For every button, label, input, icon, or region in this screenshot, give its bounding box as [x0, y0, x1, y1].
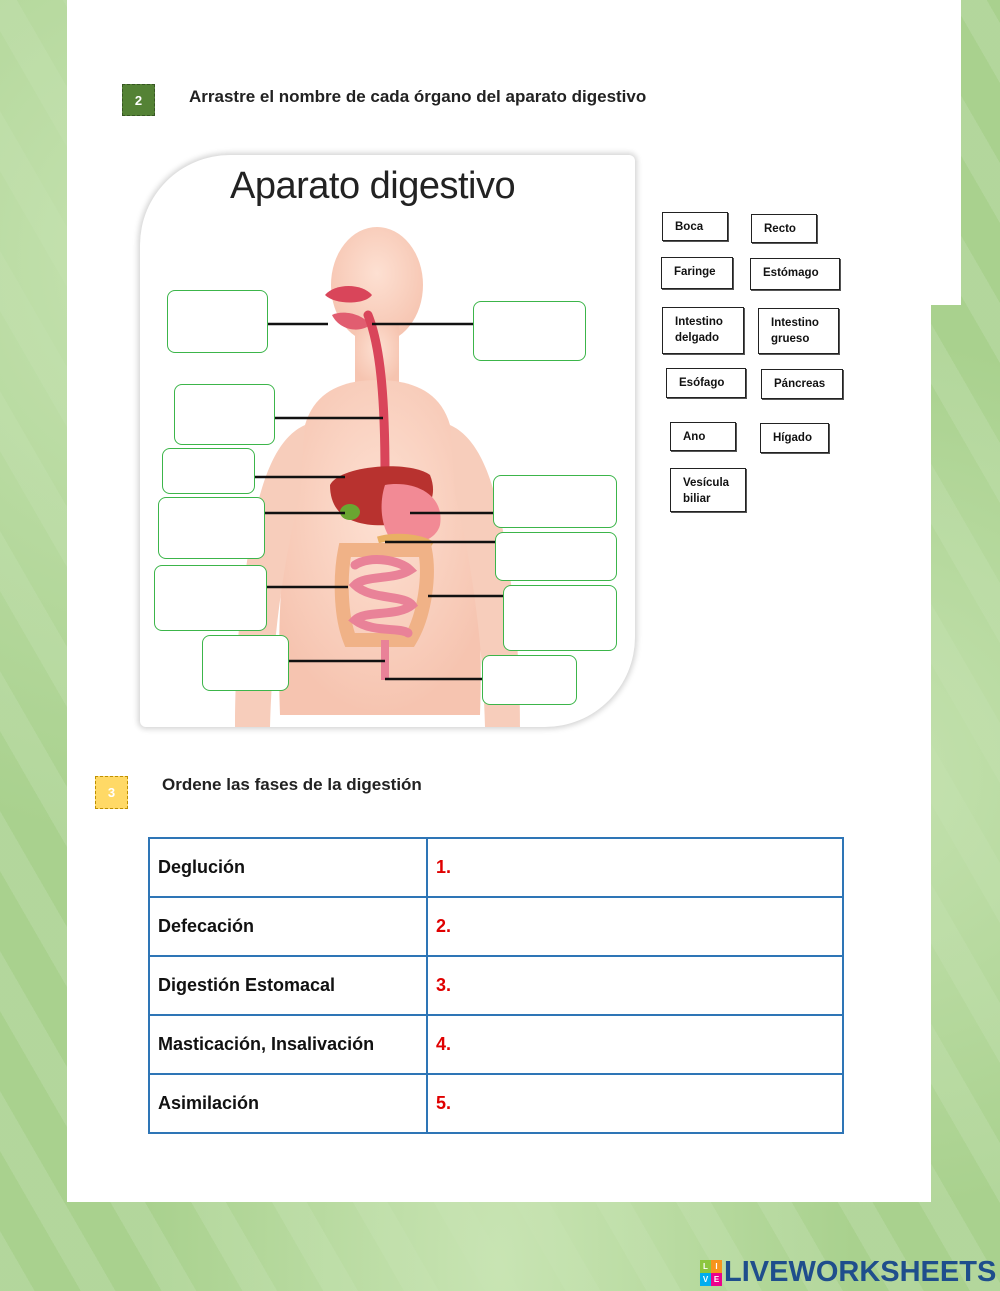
word-card-vesicula-biliar[interactable]: Vesícula biliar — [670, 468, 746, 512]
drop-target-recto[interactable] — [202, 635, 289, 691]
order-slot[interactable]: 5. — [427, 1074, 843, 1133]
digestive-system-figure — [140, 155, 635, 727]
word-card-intestino-grueso[interactable]: Intestino grueso — [758, 308, 839, 354]
logo-letter: I — [711, 1260, 722, 1273]
drop-target-vesicula[interactable] — [158, 497, 265, 559]
section-instruction: Ordene las fases de la digestión — [162, 775, 422, 794]
order-slot[interactable]: 4. — [427, 1015, 843, 1074]
phase-name: Masticación, Insalivación — [149, 1015, 427, 1074]
figure-title: Aparato digestivo — [230, 165, 516, 207]
drop-target-higado[interactable] — [162, 448, 255, 494]
order-slot[interactable]: 1. — [427, 838, 843, 897]
drop-target-intestino-delgado[interactable] — [503, 585, 617, 651]
digestion-phases-table — [148, 837, 844, 1134]
logo-letter: V — [700, 1273, 711, 1286]
table-row — [149, 897, 843, 956]
phase-name: Deglución — [149, 838, 427, 897]
drop-target-esofago[interactable] — [174, 384, 275, 445]
drop-target-faringe[interactable] — [473, 301, 586, 361]
drop-target-boca[interactable] — [167, 290, 268, 353]
word-card-intestino-delgado[interactable]: Intestino delgado — [662, 307, 744, 354]
word-card-higado[interactable]: Hígado — [760, 423, 829, 453]
section-instruction: Arrastre el nombre de cada órgano del aparato digestivo — [189, 87, 647, 106]
word-card-faringe[interactable]: Faringe — [661, 257, 733, 289]
phase-name: Asimilación — [149, 1074, 427, 1133]
table-row — [149, 1015, 843, 1074]
phase-name: Defecación — [149, 897, 427, 956]
drop-target-ano[interactable] — [482, 655, 577, 705]
section-number-badge: 2 — [122, 84, 155, 116]
drop-target-estomago[interactable] — [493, 475, 617, 528]
brand-name: LIVEWORKSHEETS — [724, 1256, 997, 1288]
word-card-recto[interactable]: Recto — [751, 214, 817, 243]
word-card-esofago[interactable]: Esófago — [666, 368, 746, 398]
order-slot[interactable]: 2. — [427, 897, 843, 956]
page-edge — [931, 0, 961, 305]
table-row — [149, 1074, 843, 1133]
word-card-ano[interactable]: Ano — [670, 422, 736, 451]
section-number-badge: 3 — [95, 776, 128, 809]
logo-letter: E — [711, 1273, 722, 1286]
word-card-boca[interactable]: Boca — [662, 212, 728, 241]
liveworksheets-icon — [700, 1260, 722, 1286]
drop-target-pancreas[interactable] — [495, 532, 617, 581]
order-slot[interactable]: 3. — [427, 956, 843, 1015]
logo-letter: L — [700, 1260, 711, 1273]
liveworksheets-logo[interactable] — [700, 1256, 996, 1289]
table-row — [149, 956, 843, 1015]
word-card-estomago[interactable]: Estómago — [750, 258, 840, 290]
table-row — [149, 838, 843, 897]
drop-target-intestino-grueso[interactable] — [154, 565, 267, 631]
word-card-pancreas[interactable]: Páncreas — [761, 369, 843, 399]
phase-name: Digestión Estomacal — [149, 956, 427, 1015]
